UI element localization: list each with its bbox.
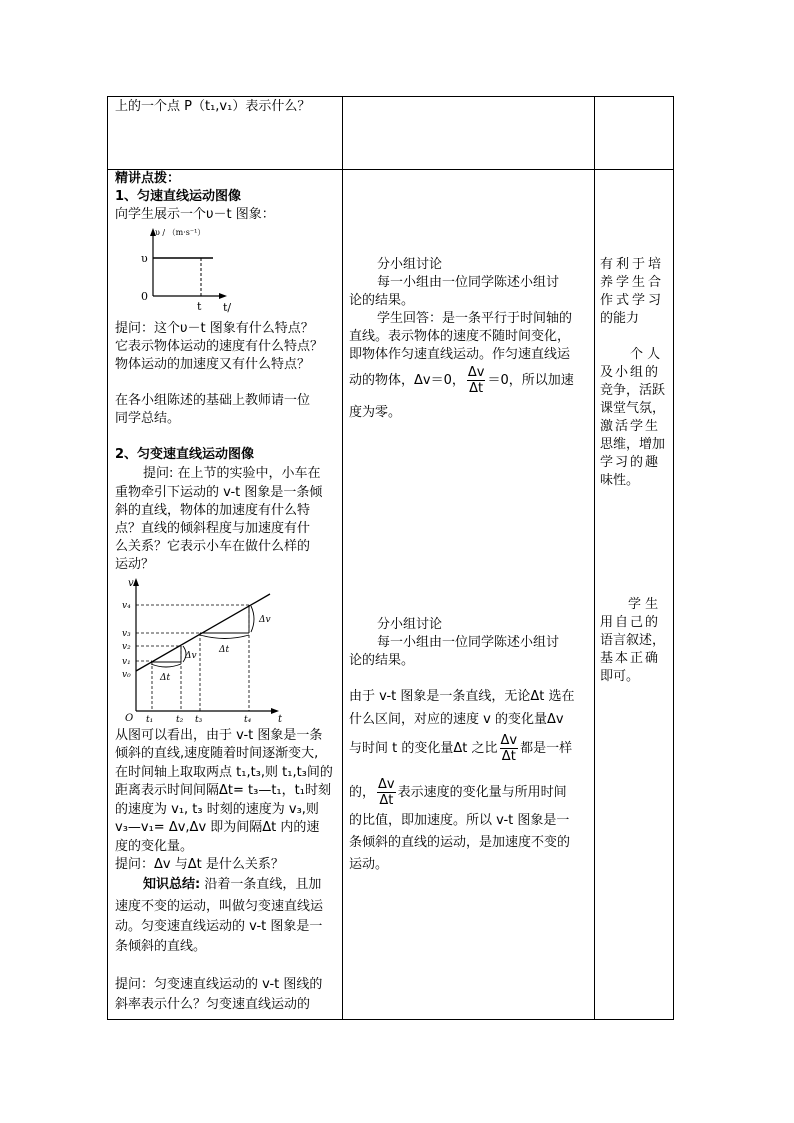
knowledge-label: 知识总结: — [143, 877, 201, 892]
summary-line2: 同学总结。 — [115, 411, 181, 426]
student-answer-line3: 即物体作匀速直线运动。作匀速直线运 — [349, 347, 571, 362]
group-discussion-text-2b: 论的结果。 — [349, 653, 415, 668]
y-value-label: υ — [141, 252, 148, 265]
note1-line1: 有利于培 — [600, 257, 665, 272]
note2-line6: 思维，增加 — [600, 437, 666, 452]
row1-question: 上的一个点 P（t₁,v₁）表示什么？ — [115, 99, 311, 114]
analysis-line5: 的速度为 v₁, t₃ 时刻的速度为 v₃,则 — [115, 802, 319, 817]
knowledge-summary-line2: 速度不变的运动，叫做匀变速直线运 — [115, 899, 324, 914]
x-axis-arrow — [219, 293, 227, 299]
note2-line2: 及小组的 — [600, 365, 661, 380]
section1-intro: 向学生展示一个υ－t 图象： — [115, 207, 275, 222]
v1-label: v₁ — [122, 657, 131, 667]
formula-prefix: 动的物体，Δv＝0， — [349, 373, 465, 388]
t2-label: t₂ — [176, 715, 184, 725]
note2-line4: 课堂气氛， — [600, 401, 666, 416]
explanation-line2: 什么区间，对应的速度 v 的变化量Δv — [349, 712, 564, 727]
analysis-line7: 度的变化量。 — [115, 839, 194, 854]
analysis-line1: 从图可以看出，由于 v-t 图象是一条 — [115, 728, 323, 743]
fraction-numerator: Δv — [467, 365, 485, 380]
student-answer-formula — [349, 365, 574, 396]
v4-label: v₄ — [122, 601, 131, 611]
question2-line3: 斜的直线，物体的加速度有什么特 — [115, 503, 311, 518]
note2-line5: 激活学生 — [600, 419, 661, 434]
fraction-numerator: Δv — [500, 733, 518, 748]
y-axis-label: υ / （m·s⁻¹） — [155, 228, 206, 237]
question1-line3: 物体运动的加速度又有什么特点？ — [115, 357, 311, 372]
question2-line4: 点？直线的倾斜程度与加速度有什 — [115, 521, 311, 536]
group-discussion-text-1a: 每一小组由一位同学陈述小组讨 — [377, 275, 560, 290]
note3-line3: 语言叙述， — [600, 633, 666, 648]
uniform-motion-vt-chart — [135, 224, 245, 314]
origin-label: 0 — [141, 290, 148, 303]
analysis-line6: v₃—v₁= Δv,Δv 即为间隔Δt 内的速 — [115, 820, 320, 835]
knowledge-text: 沿着一条直线，且加 — [200, 877, 322, 892]
group-discussion-text-1b: 论的结果。 — [349, 293, 415, 308]
t1-label: t₁ — [146, 715, 154, 725]
delta-t-small: Δt — [160, 673, 171, 683]
section2-title: 2、匀变速直线运动图像 — [115, 447, 255, 462]
question4-line1: 提问：匀变速直线运动的 v-t 图线的 — [115, 977, 323, 992]
x-axis-label: t/ — [223, 301, 232, 314]
note2-line8: 味性。 — [600, 473, 640, 488]
dv-dt-fraction — [500, 733, 519, 764]
column-divider — [342, 97, 343, 1019]
fraction-denominator: Δt — [501, 749, 516, 764]
delta-v-large: Δv — [259, 615, 271, 625]
group-discussion-title-1: 分小组讨论 — [377, 257, 443, 272]
fraction-numerator: Δv — [378, 777, 395, 792]
analysis-line2: 倾斜的直线,速度随着时间逐渐变大, — [115, 746, 319, 761]
x-tick-label: t — [197, 300, 202, 313]
delta-triangles — [151, 605, 254, 667]
fraction-denominator: Δt — [469, 381, 484, 396]
explanation-line3 — [349, 733, 572, 764]
note1-line4: 的能力 — [600, 311, 640, 326]
note1-line2: 养学生合 — [600, 275, 665, 290]
v0-label: v₀ — [122, 670, 131, 680]
student-answer-line1: 学生回答：是一条平行于时间轴的 — [377, 311, 573, 326]
student-answer-end: 度为零。 — [349, 405, 402, 420]
note1-line3: 作式学习 — [600, 293, 665, 308]
knowledge-summary-line4: 条倾斜的直线。 — [115, 939, 207, 954]
delta-v-small: Δv — [185, 651, 197, 661]
x-axis-label: t — [278, 714, 283, 725]
dv-dt-fraction — [377, 777, 396, 808]
explanation-line7: 运动。 — [349, 857, 389, 872]
section1-title: 1、匀速直线运动图像 — [115, 189, 242, 204]
question4-line2: 斜率表示什么？匀变速直线运动的 — [115, 997, 311, 1012]
origin-label: O — [125, 713, 134, 724]
ratio-suffix: 表示速度的变化量与所用时间 — [397, 785, 567, 800]
t4-label: t₄ — [244, 715, 252, 725]
group-discussion-text-2a: 每一小组由一位同学陈述小组讨 — [377, 635, 560, 650]
section-heading: 精讲点拨： — [115, 171, 181, 186]
summary-line1: 在各小组陈述的基础上教师请一位 — [115, 393, 311, 408]
question2-line5: 么关系？它表示小车在做什么样的 — [115, 539, 311, 554]
question1-line2: 它表示物体运动的速度有什么特点？ — [115, 339, 324, 354]
note3-line4: 基本正确 — [600, 651, 661, 666]
analysis-line4: 距离表示时间间隔Δt= t₃—t₁，t₁时刻 — [115, 783, 331, 798]
t3-label: t₃ — [195, 715, 203, 725]
analysis-line3: 在时间轴上取取两点 t₁,t₃,则 t₁,t₃间的 — [115, 765, 333, 780]
note2-line7: 学习的趣 — [600, 455, 661, 470]
note2-line1: 个 人 — [630, 347, 661, 362]
question3: 提问：Δv 与Δt 是什么关系？ — [115, 857, 284, 872]
explanation-line1: 由于 v-t 图象是一条直线，无论Δt 选在 — [349, 689, 575, 704]
dv-dt-fraction — [467, 365, 486, 396]
explanation-line5: 的比值，即加速度。所以 v-t 图象是一 — [349, 813, 570, 828]
y-axis-label: v — [128, 578, 134, 589]
note3-line1: 学 生 — [628, 597, 659, 612]
note3-line5: 即可。 — [600, 669, 640, 684]
question1-line1: 提问：这个υ－t 图象有什么特点？ — [115, 321, 314, 336]
formula-suffix: ＝0，所以加速 — [487, 373, 574, 388]
explanation-line4 — [349, 777, 567, 808]
accelerated-motion-vt-chart — [115, 574, 290, 726]
note2-line3: 竞争，活跃 — [600, 383, 666, 398]
ratio-suffix: 都是一样 — [520, 741, 573, 756]
v2-label: v₂ — [122, 642, 131, 652]
row-divider — [108, 169, 673, 170]
y-axis-arrow — [133, 578, 139, 586]
knowledge-summary-line1 — [143, 876, 321, 895]
ratio-prefix: 与时间 t 的变化量Δt 之比 — [349, 741, 498, 756]
velocity-line — [136, 594, 270, 671]
question2-line6: 运动？ — [115, 557, 155, 572]
delta-t-large: Δt — [219, 645, 230, 655]
v3-label: v₃ — [122, 629, 131, 639]
fraction-denominator: Δt — [379, 793, 394, 808]
student-answer-line2: 直线。表示物体的速度不随时间变化， — [349, 329, 571, 344]
note3-line2: 用自己的 — [600, 615, 661, 630]
explanation-line6: 条倾斜的直线的运动，是加速度不变的 — [349, 835, 571, 850]
column-divider — [594, 97, 595, 1019]
knowledge-summary-line3: 动。匀变速直线运动的 v-t 图象是一 — [115, 919, 323, 934]
ratio-prefix: 的， — [349, 785, 376, 800]
group-discussion-title-2: 分小组讨论 — [377, 617, 443, 632]
question2-line2: 重物牵引下运动的 v-t 图象是一条倾 — [115, 485, 323, 500]
question2-line1: 提问: 在上节的实验中，小车在 — [143, 466, 321, 481]
